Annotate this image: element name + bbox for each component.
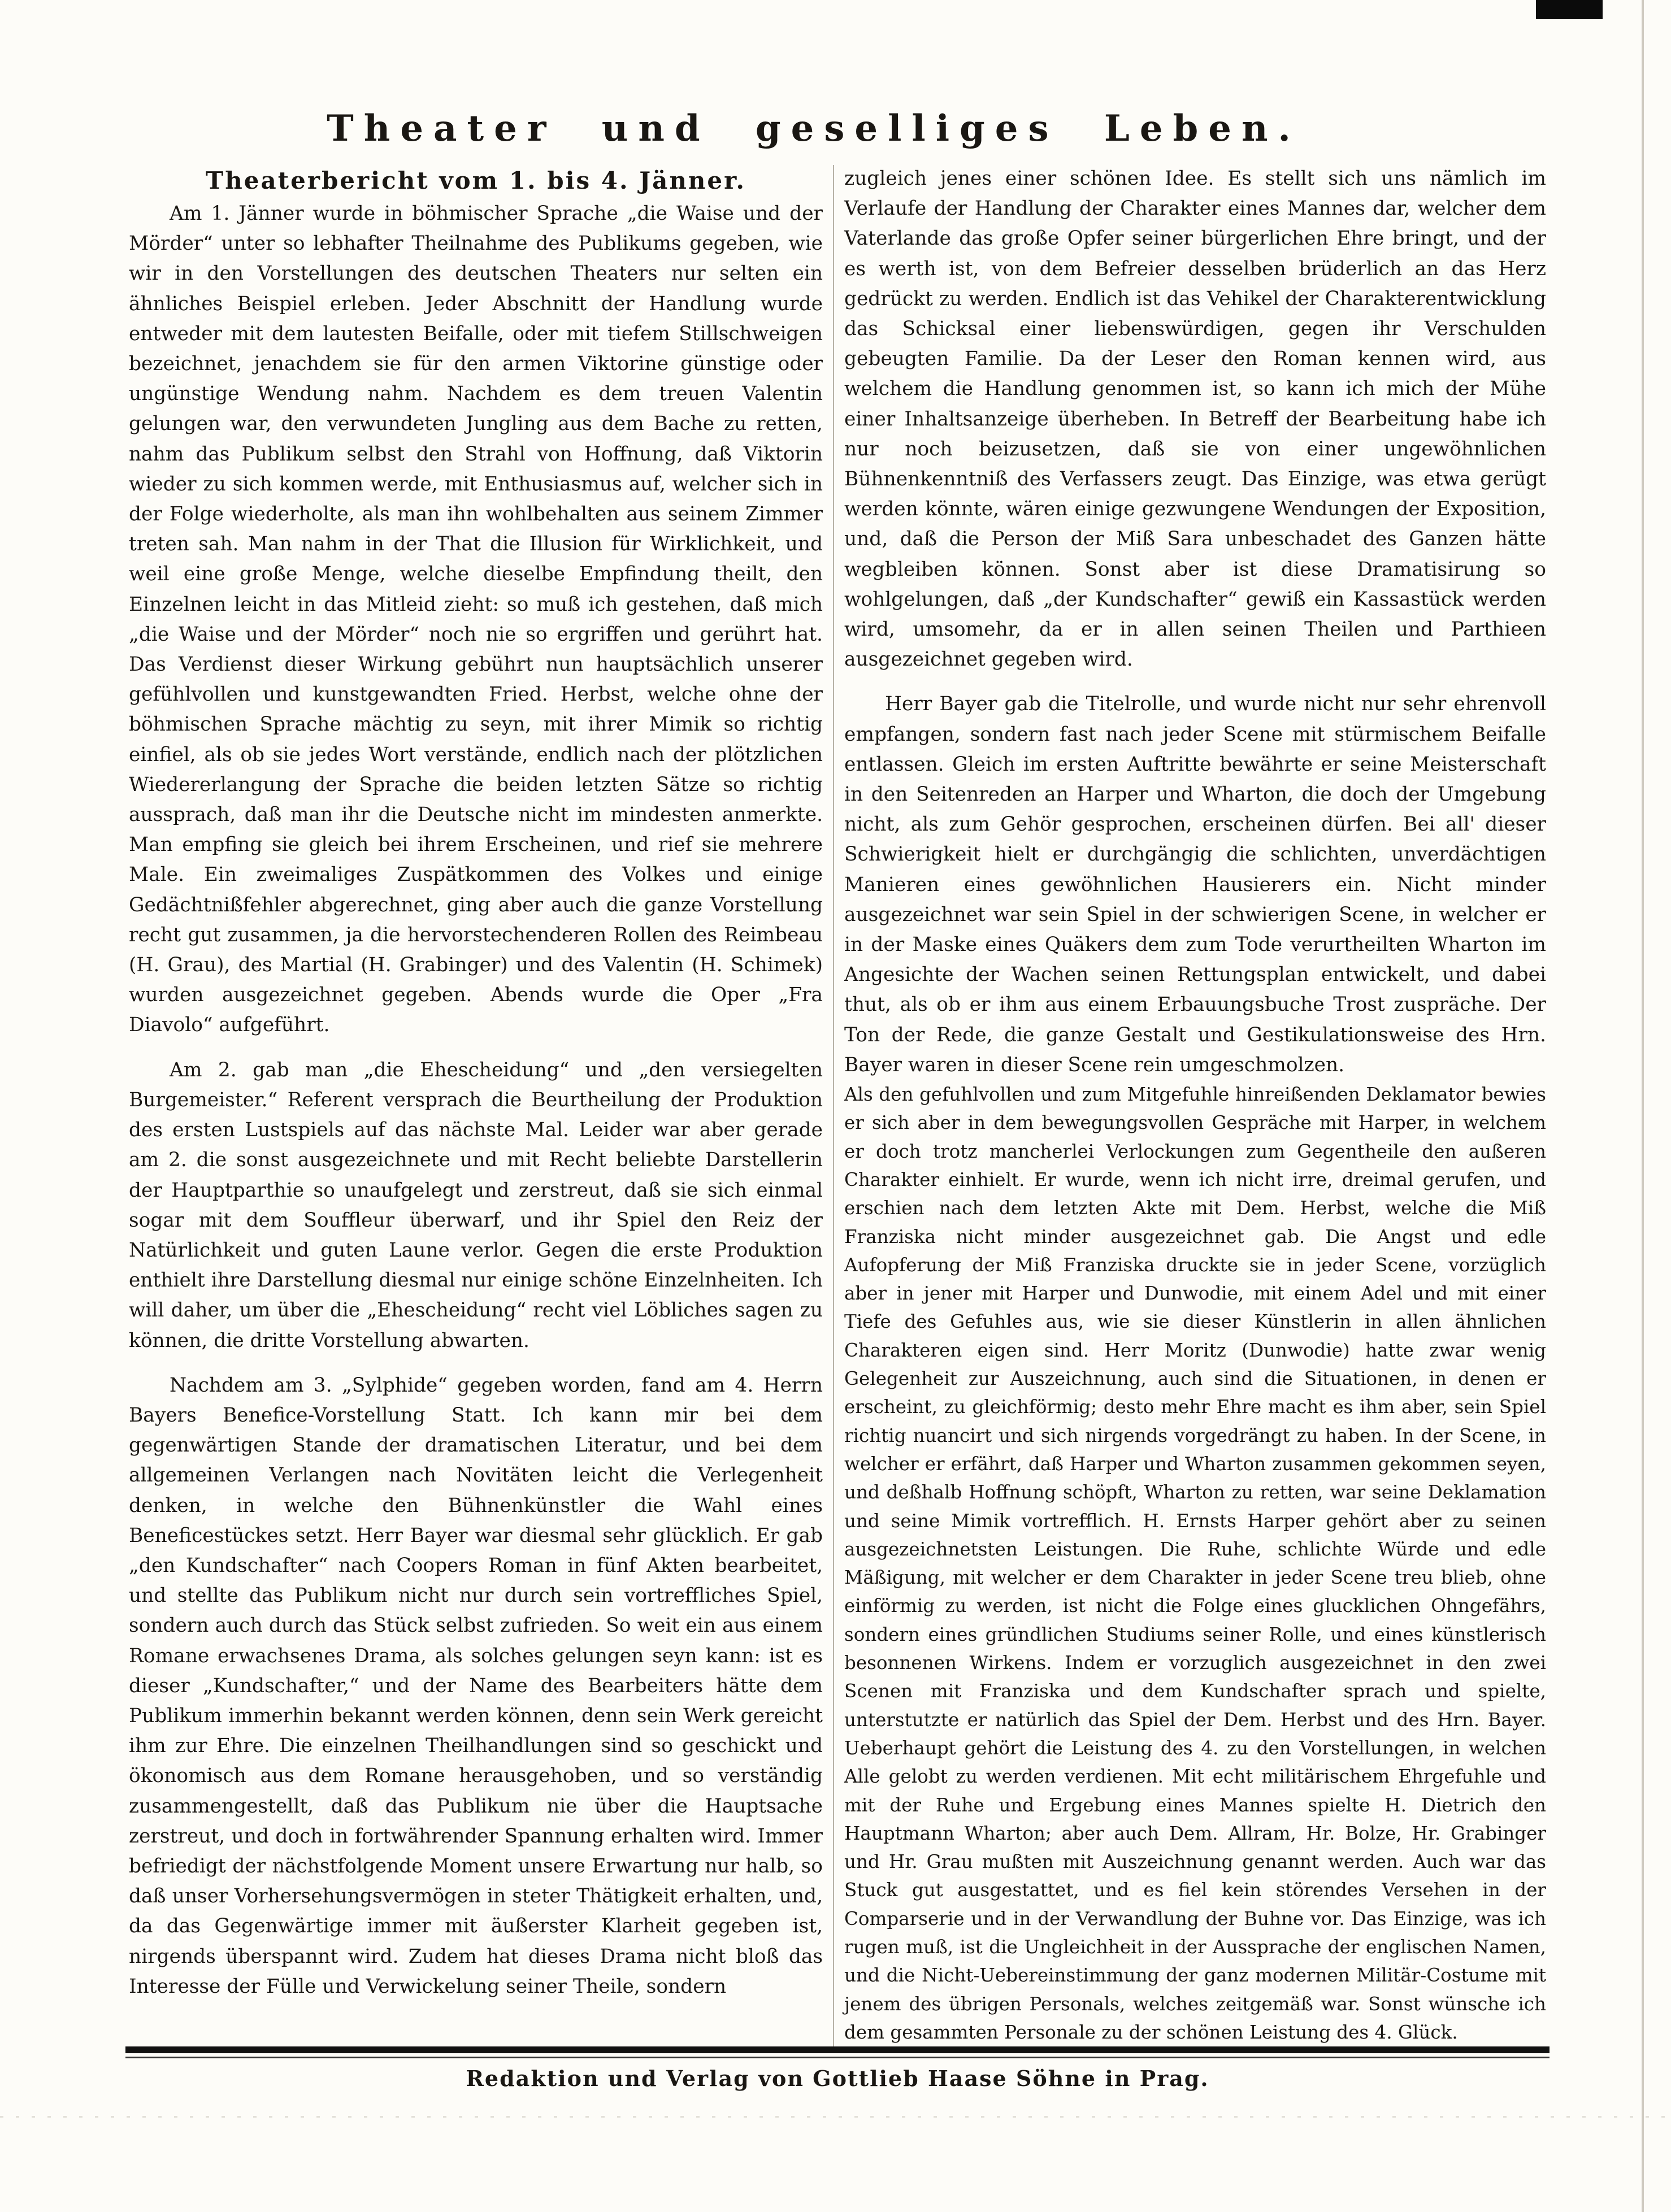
paragraph: Nachdem am 3. „Sylphide“ gegeben worden, fand am 4. Herrn Bayers Benefice-Vorstellung Statt. Ich kann mir bei dem gegenwärtigen Stande der dramatischen Literatur, und bei dem allgemeinen Verlangen nach Novitäten leicht die Verlegenheit denken, in welche den Bühnenkünstler die Wahl eines Beneficestückes setzt. Herr Bayer war diesmal sehr glücklich. Er gab „den Kundschafter“ nach Coopers Roman in fünf Akten bearbeitet, und stellte das Publikum nicht nur durch sein vortreffliches Spiel, sondern auch durch das Stück selbst zufrieden. So weit ein aus einem Romane erwachsenes Drama, als solches gelungen seyn kann: ist es dieser „Kundschafter,“ und der Name des Bearbeiters hätte dem Publikum immerhin bekannt werden können, denn sein Werk gereicht ihm zur Ehre. Die einzelnen Theilhandlungen sind so geschickt und ökonomisch aus dem Romane herausgehoben, und so verständig zusammengestellt, daß das Publikum nie über die Hauptsache zerstreut, und doch in fortwährender Spannung erhalten wird. Immer befriedigt der nächstfolgende Moment unsere Erwartung nur halb, so daß unser Vorhersehungsvermögen in steter Thätigkeit erhalten, und, da das Gegenwärtige immer mit äußerster Klarheit gegeben ist, nirgends überspannt wird. Zudem hat dieses Drama nicht bloß das Interesse der Fülle und Verwickelung seiner Theile, sondern	[129, 1374, 823, 1998]
scan-noise-line	[0, 2116, 1671, 2118]
paragraph: Am 1. Jänner wurde in böhmischer Sprache „die Waise und der Mörder“ unter so lebhafter Theilnahme des Publikums gegeben, wie wir in den Vorstellungen des deutschen Theaters nur selten ein ähnliches Beispiel erleben. Jeder Abschnitt der Handlung wurde entweder mit dem lautesten Beifalle, oder mit tiefem Stillschweigen bezeichnet, jenachdem sie für den armen Viktorine günstige oder ungünstige Wendung nahm. Nachdem es dem treuen Valentin gelungen war, den verwundeten Jungling aus dem Bache zu retten, nahm das Publikum selbst den Strahl von Hoffnung, daß Viktorin wieder zu sich kommen werde, mit Enthusiasmus auf, welcher sich in der Folge wiederholte, als man ihn wohlbehalten aus seinem Zimmer treten sah. Man nahm in der That die Illusion für Wirklichkeit, und weil eine große Menge, welche dieselbe Empfindung theilt, den Einzelnen leicht in das Mitleid zieht: so muß ich gestehen, daß mich „die Waise und der Mörder“ noch nie so ergriffen und gerührt hat. Das Verdienst dieser Wirkung gebührt nun hauptsächlich unserer gefühlvollen und kunstgewandten Fried. Herbst, welche ohne der böhmischen Sprache mächtig zu seyn, mit ihrer Mimik so richtig einfiel, als ob sie jedes Wort verstände, endlich nach der plötzlichen Wiedererlangung der Sprache die beiden letzten Sätze so richtig aussprach, daß man ihr die Deutsche nicht im mindesten anmerkte. Man empfing sie gleich bei ihrem Erscheinen, und rief sie mehrere Male. Ein zweimaliges Zuspätkommen des Volkes und einige Gedächtnißfehler abgerechnet, ging aber auch die ganze Vorstellung recht gut zusammen, ja die hervorstechenderen Rollen des Reimbeau (H. Grau), des Martial (H. Grabinger) und des Valentin (H. Schimek) wurden ausgezeichnet gegeben. Abends wurde die Oper „Fra Diavolo“ aufgeführt.	[129, 202, 823, 1037]
page-title: Theater und geselliges Leben.	[327, 107, 1301, 150]
paragraph: Herr Bayer gab die Titelrolle, und wurde nicht nur sehr ehrenvoll empfangen, sondern fast nach jeder Scene mit stürmischem Beifalle entlassen. Gleich im ersten Auftritte bewährte er seine Meisterschaft in den Seitenreden an Harper und Wharton, die doch der Umgebung nicht, als zum Gehör gesprochen, erscheinen dürfen. Bei all' dieser Schwierigkeit hielt er durchgängig die schlichten, unverdächtigen Manieren eines gewöhnlichen Hausierers ein. Nicht minder ausgezeichnet war sein Spiel in der schwierigen Scene, in welcher er in der Maske eines Quäkers dem zum Tode verurtheilten Wharton im Angesichte der Wachen seinen Rettungsplan entwickelt, und dabei thut, als ob er ihm aus einem Erbauungsbuche Trost zuspräche. Der Ton der Rede, die ganze Gestalt und Gestikulationsweise des Hrn. Bayer waren in dieser Scene rein umgeschmolzen.	[844, 693, 1546, 1076]
paragraph: Als den gefuhlvollen und zum Mitgefuhle hinreißenden Deklamator bewies er sich aber in dem bewegungsvollen Gespräche mit Harper, in welchem er doch trotz mancherlei Verlockungen zum Gegentheile den außeren Charakter einhielt. Er wurde, wenn ich nicht irre, dreimal gerufen, und erschien nach dem letzten Akte mit Dem. Herbst, welche die Miß Franziska nicht minder ausgezeichnet gab. Die Angst und edle Aufopferung der Miß Franziska druckte sie in jeder Scene, vorzüglich aber in jener mit Harper und Dunwodie, mit einem Adel und mit einer Tiefe des Gefuhles aus, wie sie dieser Künstlerin in allen ähnlichen Charakteren eigen sind. Herr Moritz (Dunwodie) hatte zwar wenig Gelegenheit zur Auszeichnung, auch sind die Situationen, in denen er erscheint, zu gleichförmig; desto mehr Ehre macht es ihm aber, sein Spiel richtig nuancirt und sich nirgends vorgedrängt zu haben. In der Scene, in welcher er erfährt, daß Harper und Wharton zusammen gekommen seyen, und deßhalb Hoffnung schöpft, Wharton zu retten, war seine Deklamation und seine Mimik vortrefflich. H. Ernsts Harper gehört aber zu seinen ausgezeichnetsten Leistungen. Die Ruhe, schlichte Würde und edle Mäßigung, mit welcher er dem Charakter in jeder Scene treu blieb, ohne einförmig zu werden, ist nicht die Folge eines glucklichen Ohngefährs, sondern eines gründlichen Studiums seiner Rolle, und eines künstlerisch besonnenen Wirkens. Indem er vorzuglich ausgezeichnet in den zwei Scenen mit Franziska und dem Kundschafter sprach und spielte, unterstutzte er natürlich das Spiel der Dem. Herbst und des Hrn. Bayer. Ueberhaupt gehört die Leistung des 4. zu den Vorstellungen, in welchen Alle gelobt zu werden verdienen. Mit echt militärischem Ehrgefuhle und mit der Ruhe und Ergebung eines Mannes spielte H. Dietrich den Hauptmann Wharton; aber auch Dem. Allram, Hr. Bolze, Hr. Grabinger und Hr. Grau mußten mit Auszeichnung genannt werden. Auch war das Stuck gut ausgestattet, und es fiel kein störendes Versehen in der Comparserie und in der Verwandlung der Buhne vor. Das Einzige, was ich rugen muß, ist die Ungleichheit in der Aussprache der englischen Namen, und die Nicht-Uebereinstimmung der ganz modernen Militär-Costume mit jenem des übrigen Personals, welches zeitgemäß war. Sonst wünsche ich dem gesammten Personale zu der schönen Leistung des 4. Glück.	[844, 1084, 1546, 2043]
footer-rule-thick	[125, 2046, 1550, 2053]
column-divider	[833, 165, 834, 2046]
right-column	[844, 164, 1546, 2046]
paragraph: Am 2. gab man „die Ehescheidung“ und „den versiegelten Burgemeister.“ Referent versprach die Beurtheilung der Produktion des ersten Lustspiels auf das nächste Mal. Leider war aber gerade am 2. die sonst ausgezeichnete und mit Recht beliebte Darstellerin der Hauptparthie so unaufgelegt und zerstreut, daß sie sich einmal sogar mit dem Souffleur überwarf, und ihr Spiel den Reiz der Natürlichkeit und guten Laune verlor. Gegen die erste Produktion enthielt ihre Darstellung diesmal nur einige schöne Einzelnheiten. Ich will daher, um über die „Ehescheidung“ recht viel Löbliches sagen zu können, die dritte Vorstellung abwarten.	[129, 1058, 823, 1352]
footer-rule-thin	[125, 2057, 1550, 2058]
corner-scan-mark	[1536, 0, 1603, 19]
publisher-imprint: Redaktion und Verlag von Gottlieb Haase Söhne in Prag.	[466, 2066, 1209, 2091]
report-heading: Theaterbericht vom 1. bis 4. Jänner.	[205, 167, 746, 194]
left-column	[129, 164, 823, 2002]
page-edge-line	[1642, 0, 1644, 2212]
paragraph: zugleich jenes einer schönen Idee. Es stellt sich uns nämlich im Verlaufe der Handlung der Charakter eines Mannes dar, welcher dem Vaterlande das große Opfer seiner bürgerlichen Ehre bringt, und der es werth ist, von dem Befreier desselben brüderlich an das Herz gedrückt zu werden. Endlich ist das Vehikel der Charakterentwicklung das Schicksal einer liebenswürdigen, gegen ihr Verschulden gebeugten Familie. Da der Leser den Roman kennen wird, aus welchem die Handlung genommen ist, so kann ich mich der Mühe einer Inhaltsanzeige überheben. In Betreff der Bearbeitung habe ich nur noch beizusetzen, daß sie von einer ungewöhnlichen Bühnenkenntniß des Verfassers zeugt. Das Einzige, was etwa gerügt werden könnte, wären einige gezwungene Wendungen der Exposition, und, daß die Person der Miß Sara unbeschadet des Ganzen hätte wegbleiben können. Sonst aber ist diese Dramatisirung so wohlgelungen, daß „der Kundschafter“ gewiß ein Kassastück werden wird, umsomehr, da er in allen seinen Theilen und Parthieen ausgezeichnet gegeben wird.	[844, 167, 1546, 671]
